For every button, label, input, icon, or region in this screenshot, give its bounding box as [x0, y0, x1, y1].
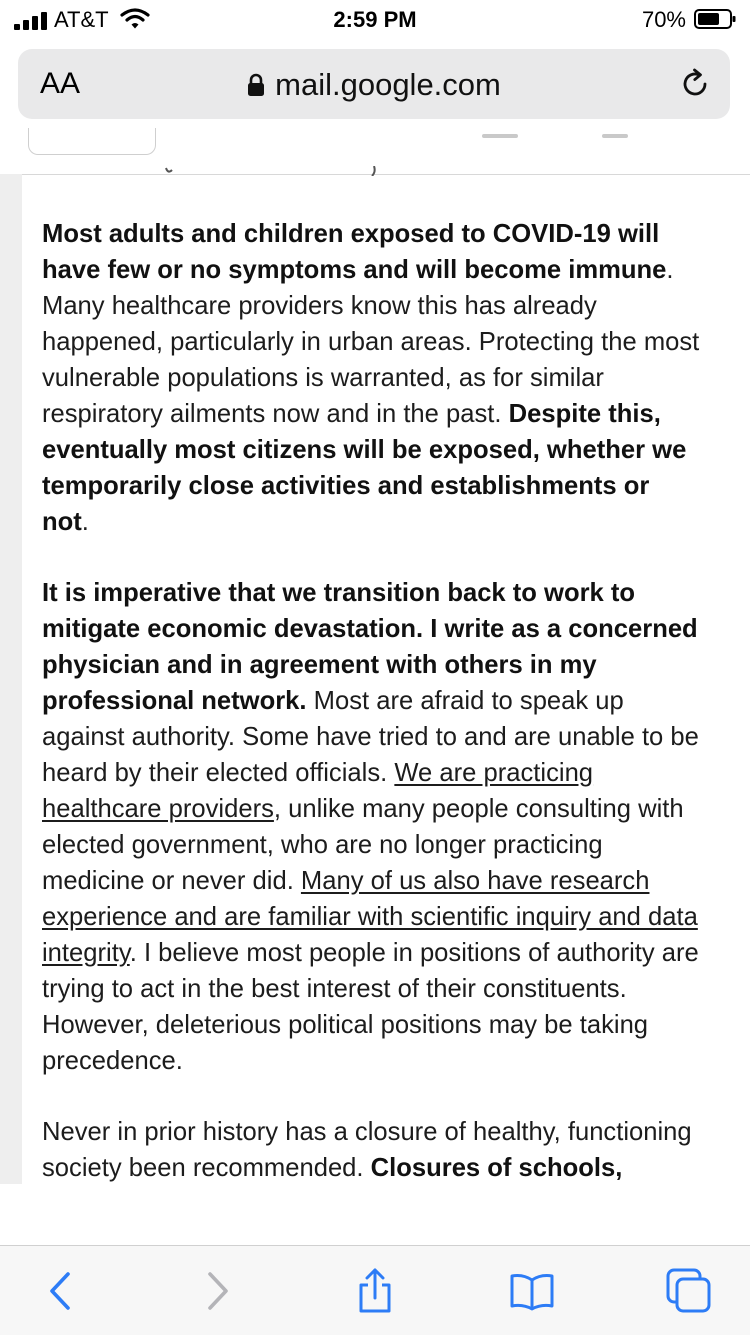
body-text: Many healthcare providers know this has already — [42, 292, 597, 320]
body-text: Most are afraid to speak up — [306, 687, 624, 715]
body-text: medicine or never did. — [42, 867, 301, 895]
body-text: . I believe most people in positions of authority are — [129, 939, 699, 967]
body-text: precedence. — [42, 1047, 183, 1075]
share-icon[interactable] — [352, 1268, 398, 1314]
body-text: elected government, who are no longer practicing — [42, 831, 603, 859]
email-paragraph — [42, 575, 750, 1079]
status-bar — [0, 0, 750, 40]
bold-text: It is imperative that we transition back to work to — [42, 579, 636, 607]
underlined-text: experience and are familiar with scientific inquiry and data — [42, 903, 698, 931]
body-text: vulnerable populations is warranted, as for similar — [42, 364, 604, 392]
body-text: society been recommended. — [42, 1154, 371, 1182]
address-bar[interactable] — [18, 49, 730, 119]
body-text: against authority. Some have tried to and are unable to be — [42, 723, 699, 751]
tabs-icon[interactable] — [666, 1268, 712, 1314]
bold-text: temporarily close activities and establishments or — [42, 472, 650, 500]
underlined-text: healthcare providers — [42, 795, 274, 823]
carrier-name: AT&T — [54, 7, 109, 32]
forward-chevron-icon[interactable] — [194, 1268, 240, 1314]
bold-text: eventually most citizens will be exposed, whether we — [42, 436, 687, 464]
body-text: . — [81, 508, 89, 536]
body-text: Never in prior history has a closure of healthy, functioning — [42, 1118, 692, 1146]
email-body — [42, 216, 750, 1184]
underlined-text: We are practicing — [394, 759, 594, 787]
toolbar-icon-stub — [482, 134, 518, 138]
clipped-text-line — [160, 166, 390, 176]
bold-text: professional network. — [42, 687, 307, 715]
back-chevron-icon[interactable] — [38, 1268, 84, 1314]
bold-text: Closures of schools, — [370, 1154, 623, 1182]
left-gutter — [0, 174, 22, 1184]
text-size-button[interactable]: AA — [40, 67, 81, 100]
bold-text: mitigate economic devastation. I write as a concerned — [42, 615, 698, 643]
bold-text: Despite this, — [508, 400, 661, 428]
battery-icon — [694, 9, 736, 29]
underlined-text: Many of us also have research — [300, 867, 650, 895]
bold-text: physician and in agreement with others in my — [42, 651, 597, 679]
body-text: heard by their elected officials. — [42, 759, 395, 787]
toolbar-icon-stub — [602, 134, 628, 138]
safari-bottom-toolbar — [0, 1245, 750, 1335]
battery-percentage: 70% — [641, 7, 686, 32]
bold-text: have few or no symptoms and will become immune — [42, 256, 667, 284]
underlined-text: integrity — [42, 939, 130, 967]
url-field[interactable] — [18, 67, 730, 103]
bold-text: Most adults and children exposed to COVID-19 will — [42, 220, 660, 248]
gmail-back-tab[interactable] — [28, 128, 156, 155]
url-text: mail.google.com — [275, 67, 501, 102]
lock-icon — [247, 73, 265, 97]
bold-text: not — [42, 508, 82, 536]
clock: 2:59 PM — [333, 7, 417, 32]
body-text: trying to act in the best interest of their constituents. — [42, 975, 627, 1003]
body-text: , unlike many people consulting with — [273, 795, 684, 823]
bookmarks-icon[interactable] — [509, 1268, 555, 1314]
body-text: . — [666, 256, 674, 284]
email-paragraph — [42, 1114, 750, 1184]
email-paragraph — [42, 216, 750, 540]
body-text: happened, particularly in urban areas. Protecting the most — [42, 328, 700, 356]
body-text: However, deleterious political positions may be taking — [42, 1011, 649, 1039]
body-text: respiratory ailments now and in the past. — [42, 400, 509, 428]
reload-icon[interactable] — [678, 67, 712, 101]
